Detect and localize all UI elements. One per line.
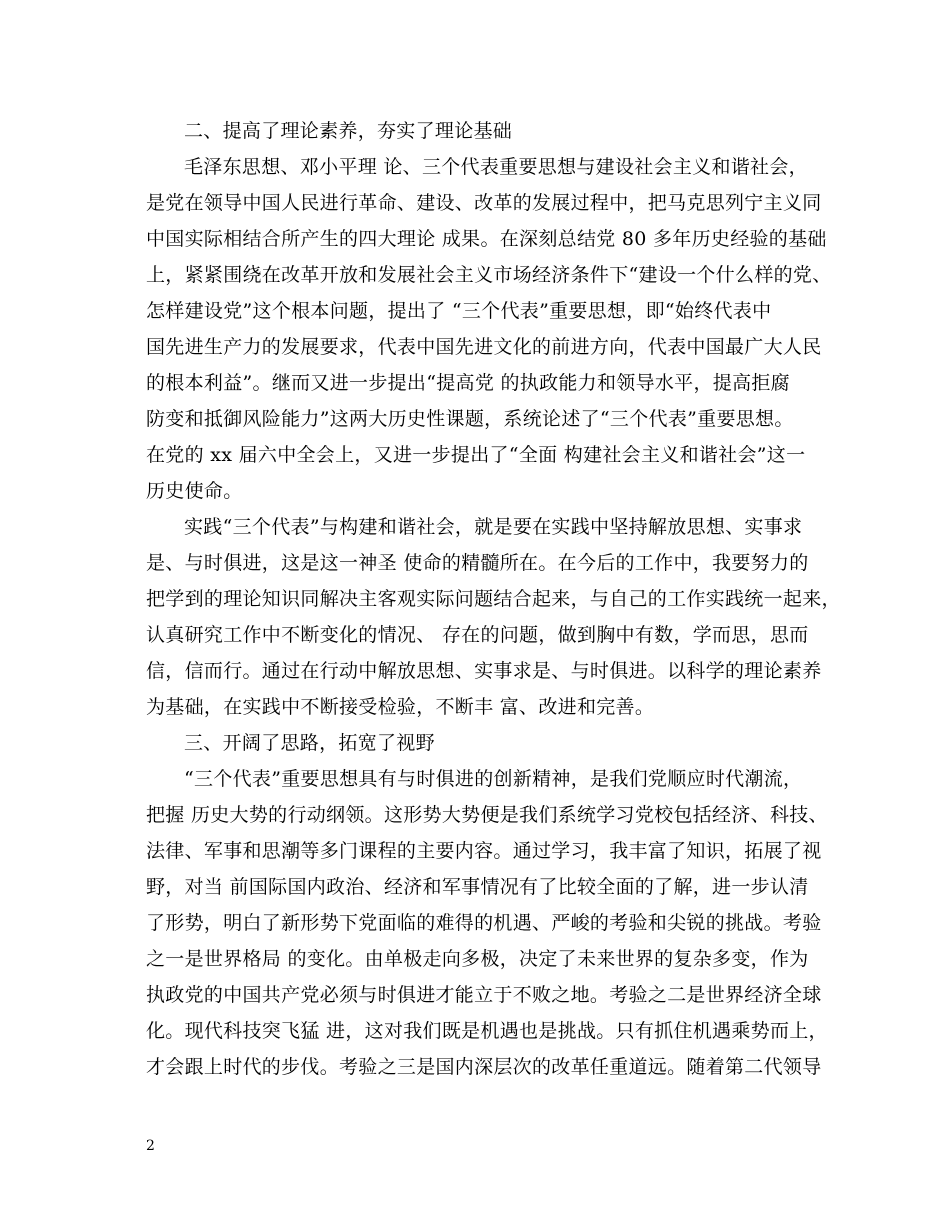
text-line: 把学到的理论知识同解决主客观实际问题结合起来，与自己的工作实践统一起来， — [146, 588, 841, 610]
text-line: 历史使命。 — [146, 480, 243, 502]
text-line: 信，信而行。通过在行动中解放思想、实事求是、与时俱进。以科学的理论素养 — [146, 660, 822, 682]
text-line: 防变和抵御风险能力”这两大历史性课题，系统论述了“三个代表”重要思想。 — [146, 408, 794, 430]
text-line: 把握 历史大势的行动纲领。这形势大势便是我们系统学习党校包括经济、科技、 — [146, 804, 828, 826]
text-line: 实践“三个代表”与构建和谐社会，就是要在实践中坚持解放思想、实事求 — [184, 516, 803, 538]
text-line: 野，对当 前国际国内政治、经济和军事情况有了比较全面的了解，进一步认清 — [146, 876, 809, 898]
text-line: 了形势，明白了新形势下党面临的难得的机遇、严峻的考验和尖锐的挑战。考验 — [146, 912, 822, 934]
text-line: 国先进生产力的发展要求，代表中国先进文化的前进方向，代表中国最广大人民 — [146, 336, 822, 358]
section-heading-2: 二、提高了理论素养，夯实了理论基础 — [184, 120, 513, 142]
text-line: 之一是世界格局 的变化。由单极走向多极，决定了未来世界的复杂多变，作为 — [146, 948, 809, 970]
text-line: 才会跟上时代的步伐。考验之三是国内深层次的改革任重道远。随着第二代领导 — [146, 1056, 822, 1078]
text-line: 执政党的中国共产党必须与时俱进才能立于不败之地。考验之二是世界经济全球 — [146, 984, 822, 1006]
text-line: 是、与时俱进，这是这一神圣 使命的精髓所在。在今后的工作中，我要努力的 — [146, 552, 809, 574]
text-line: “三个代表”重要思想具有与时俱进的创新精神，是我们党顺应时代潮流， — [184, 768, 803, 790]
text-line: 中国实际相结合所产生的四大理论 成果。在深刻总结党 80 多年历史经验的基础 — [146, 228, 827, 250]
text-line: 上，紧紧围绕在改革开放和发展社会主义市场经济条件下“建设一个什么样的党、 — [146, 264, 832, 286]
text-line: 认真研究工作中不断变化的情况、 存在的问题，做到胸中有数，学而思，思而 — [146, 624, 809, 646]
section-heading-3: 三、开阔了思路，拓宽了视野 — [184, 732, 435, 754]
text-line: 的根本利益”。继而又进一步提出“提高党 的执政能力和领导水平，提高拒腐 — [146, 372, 790, 394]
text-line: 为基础，在实践中不断接受检验，不断丰 富、改进和完善。 — [146, 696, 655, 718]
text-line: 在党的 xx 届六中全会上，又进一步提出了“全面 构建社会主义和谐社会”这一 — [146, 444, 806, 466]
text-line: 毛泽东思想、邓小平理 论、三个代表重要思想与建设社会主义和谐社会， — [184, 156, 808, 178]
text-line: 法律、军事和思潮等多门课程的主要内容。通过学习，我丰富了知识，拓展了视 — [146, 840, 822, 862]
text-line: 怎样建设党”这个根本问题，提出了 “三个代表”重要思想，即“始终代表中 — [146, 300, 772, 322]
page-number: 2 — [146, 1138, 155, 1154]
text-line: 化。现代科技突飞猛 进，这对我们既是机遇也是挑战。只有抓住机遇乘势而上， — [146, 1020, 828, 1042]
text-line: 是党在领导中国人民进行革命、建设、改革的发展过程中，把马克思列宁主义同 — [146, 192, 822, 214]
